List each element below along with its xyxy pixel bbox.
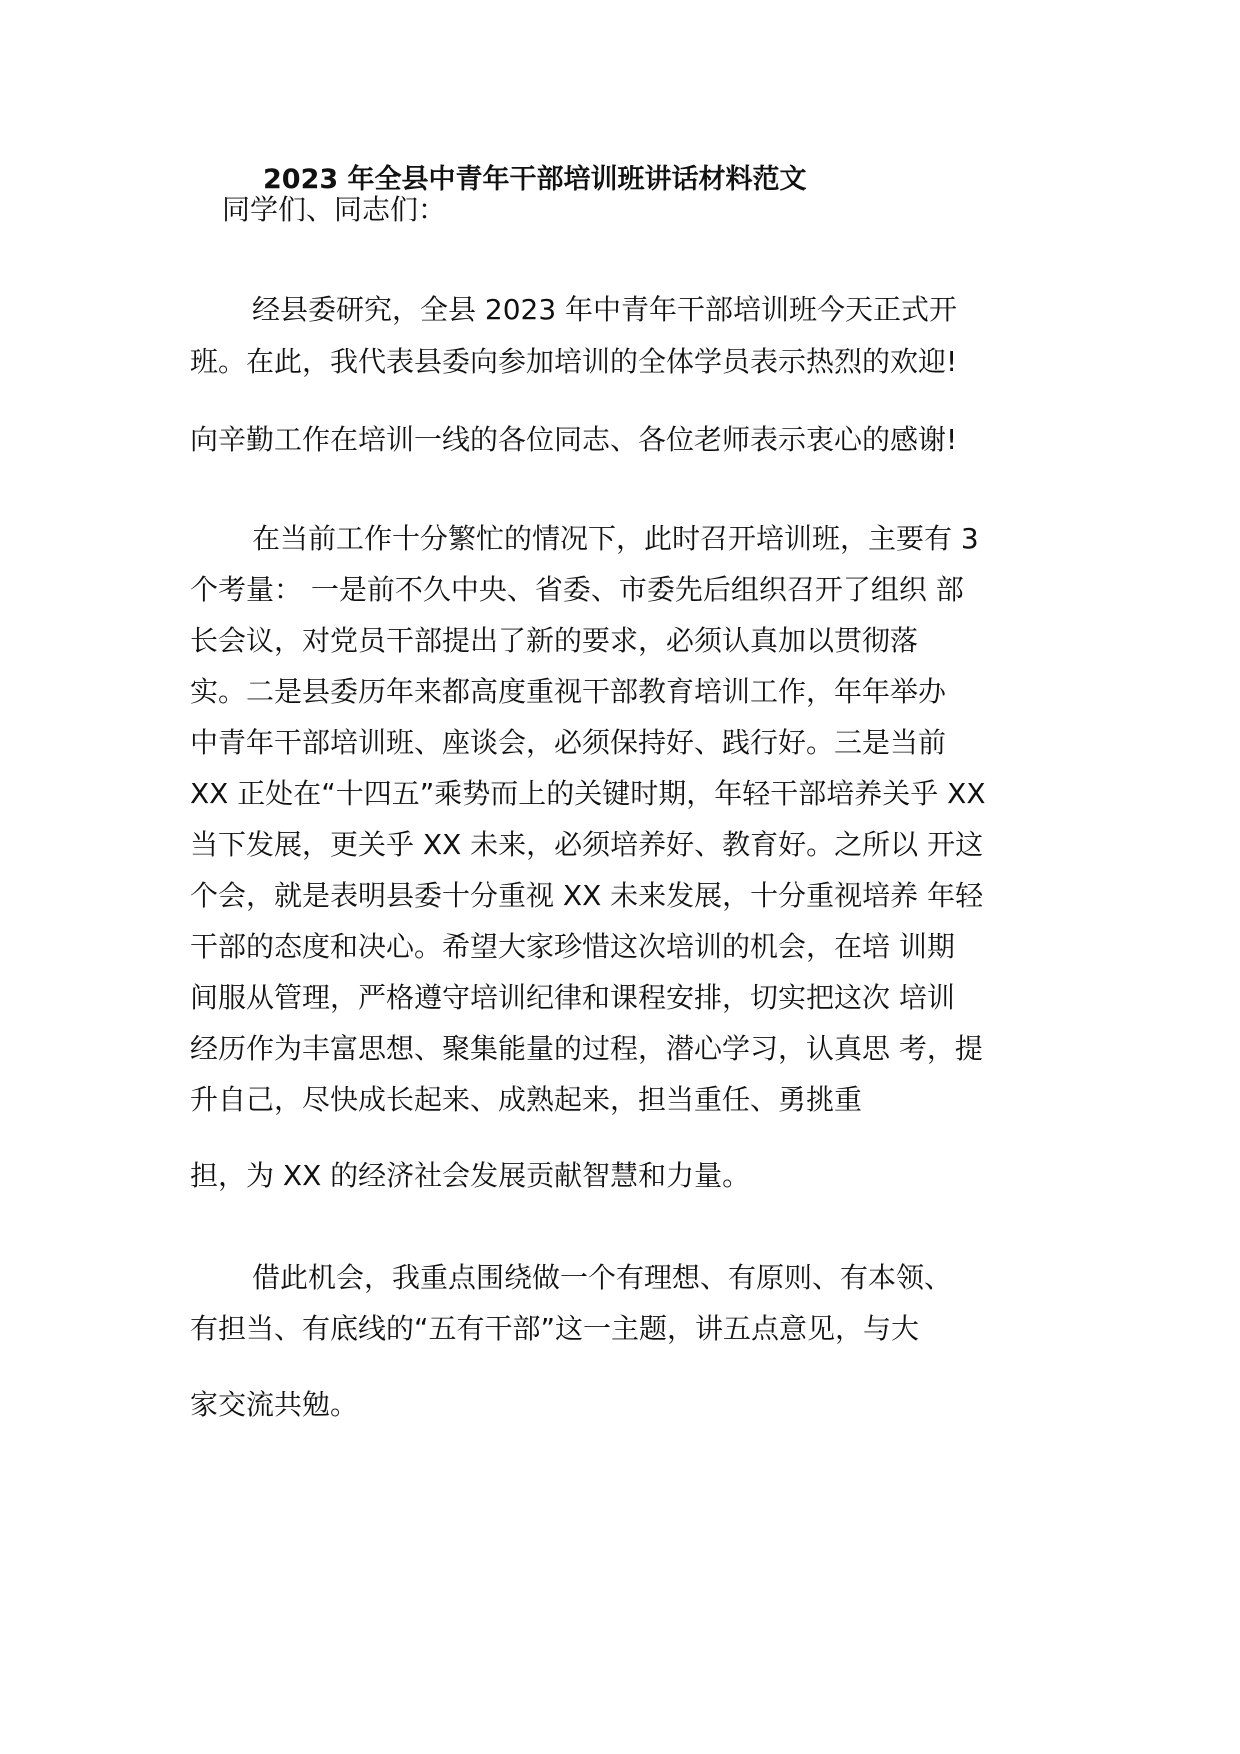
paragraph-2-line-7: 当下发展，更关乎 XX 未来，必须培养好、教育好。之所以 开这: [190, 828, 984, 861]
paragraph-2-line-6: XX 正处在“十四五”乘势而上的关键时期，年轻干部培养关乎 XX: [190, 777, 986, 810]
paragraph-2-line-4: 实。二是县委历年来都高度重视干部教育培训工作，年年举办: [190, 675, 947, 708]
paragraph-2-line-5: 中青年干部培训班、座谈会，必须保持好、践行好。三是当前: [190, 726, 947, 759]
paragraph-3-line-2: 有担当、有底线的“五有干部”这一主题，讲五点意见，与大: [190, 1312, 920, 1345]
paragraph-2-line-3: 长会议，对党员干部提出了新的要求，必须认真加以贯彻落: [190, 624, 919, 657]
paragraph-2-line-8: 个会，就是表明县委十分重视 XX 未来发展，十分重视培养 年轻: [190, 879, 984, 912]
paragraph-2-line-11: 经历作为丰富思想、聚集能量的过程，潜心学习，认真思 考，提: [190, 1032, 983, 1065]
salutation: 同学们、同志们：: [222, 193, 447, 226]
document-title: 2023 年全县中青年干部培训班讲话材料范文: [263, 164, 807, 195]
paragraph-2-line-13: 担，为 XX 的经济社会发展贡献智慧和力量。: [190, 1159, 751, 1192]
paragraph-3-line-1: 借此机会，我重点围绕做一个有理想、有原则、有本领、: [252, 1261, 953, 1294]
paragraph-1-line-3: 向辛勤工作在培训一线的各位同志、各位老师表示衷心的感谢!: [190, 423, 958, 456]
paragraph-2-line-1: 在当前工作十分繁忙的情况下，此时召开培训班，主要有 3: [252, 522, 979, 555]
paragraph-2-line-10: 间服从管理，严格遵守培训纪律和课程安排，切实把这次 培训: [190, 981, 955, 1014]
paragraph-2-line-12: 升自己，尽快成长起来、成熟起来，担当重任、勇挑重: [190, 1083, 863, 1116]
paragraph-3-line-3: 家交流共勉。: [190, 1388, 359, 1421]
paragraph-1-line-1: 经县委研究，全县 2023 年中青年干部培训班今天正式开: [252, 293, 958, 326]
paragraph-1-line-2: 班。在此，我代表县委向参加培训的全体学员表示热烈的欢迎!: [190, 345, 958, 378]
paragraph-2-line-2: 个考量： 一是前不久中央、省委、市委先后组织召开了组织 部: [190, 573, 964, 606]
paragraph-2-line-9: 干部的态度和决心。希望大家珍惜这次培训的机会，在培 训期: [190, 930, 955, 963]
